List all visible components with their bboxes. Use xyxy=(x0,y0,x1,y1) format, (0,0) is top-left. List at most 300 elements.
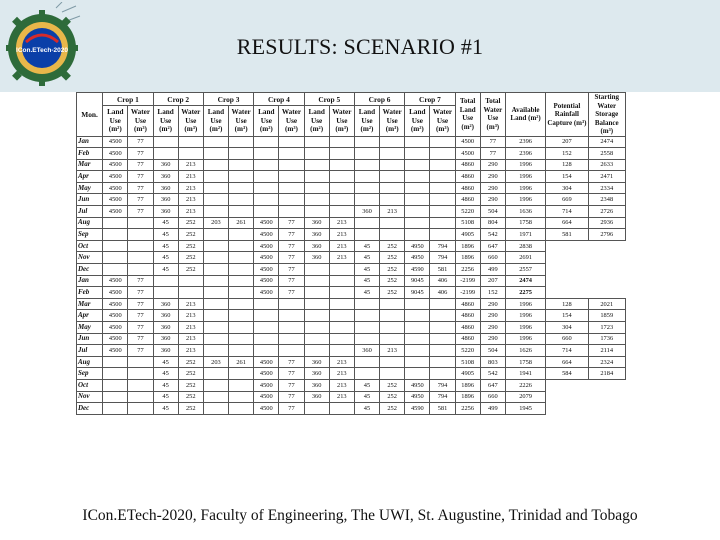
table-cell: 252 xyxy=(178,240,203,252)
available-land-header: Available Land (m²) xyxy=(505,93,545,137)
table-cell: 581 xyxy=(430,403,455,415)
table-cell xyxy=(354,310,379,322)
table-cell: 4950 xyxy=(405,379,430,391)
table-cell: 252 xyxy=(178,391,203,403)
table-cell: 45 xyxy=(153,252,178,264)
table-cell xyxy=(405,217,430,229)
table-cell xyxy=(229,287,254,299)
table-cell: 2184 xyxy=(588,368,625,380)
table-cell xyxy=(103,240,128,252)
table-cell xyxy=(380,182,405,194)
table-cell: 660 xyxy=(480,252,505,264)
table-cell xyxy=(405,322,430,334)
table-cell xyxy=(430,182,455,194)
table-cell: 2838 xyxy=(505,240,545,252)
table-cell xyxy=(304,333,329,345)
table-cell xyxy=(203,148,228,160)
table-cell xyxy=(430,298,455,310)
table-cell xyxy=(405,310,430,322)
table-cell xyxy=(203,206,228,218)
table-cell xyxy=(405,194,430,206)
table-row xyxy=(77,287,626,299)
table-cell: 45 xyxy=(354,240,379,252)
table-cell xyxy=(229,136,254,148)
table-cell xyxy=(203,275,228,287)
table-cell xyxy=(329,345,354,357)
table-cell: 252 xyxy=(178,368,203,380)
table-cell: 4500 xyxy=(103,148,128,160)
table-cell xyxy=(128,368,153,380)
table-cell xyxy=(304,171,329,183)
table-cell: 45 xyxy=(153,264,178,276)
table-cell: 1859 xyxy=(588,310,625,322)
table-cell xyxy=(128,391,153,403)
table-row xyxy=(77,345,626,357)
table-cell: 45 xyxy=(153,379,178,391)
table-cell: 794 xyxy=(430,391,455,403)
table-cell xyxy=(103,252,128,264)
table-cell: 2633 xyxy=(588,159,625,171)
table-cell xyxy=(329,275,354,287)
table-cell: 4500 xyxy=(254,356,279,368)
table-cell: 128 xyxy=(546,159,588,171)
table-cell: 45 xyxy=(354,287,379,299)
month-cell: Sep xyxy=(77,229,103,241)
table-cell: 252 xyxy=(178,379,203,391)
table-cell: 4950 xyxy=(405,391,430,403)
table-cell: 794 xyxy=(430,240,455,252)
table-cell: 1896 xyxy=(455,379,480,391)
table-cell: 2691 xyxy=(505,252,545,264)
table-cell xyxy=(354,159,379,171)
table-cell: 77 xyxy=(279,217,304,229)
table-cell: 4860 xyxy=(455,333,480,345)
table-cell: 213 xyxy=(329,217,354,229)
table-cell xyxy=(380,298,405,310)
table-cell xyxy=(279,159,304,171)
table-cell xyxy=(405,171,430,183)
table-cell: 252 xyxy=(380,391,405,403)
table-row xyxy=(77,264,626,276)
table-cell xyxy=(103,379,128,391)
table-cell xyxy=(354,136,379,148)
table-cell: 290 xyxy=(480,333,505,345)
crop-header: Crop 3 xyxy=(203,93,253,106)
table-cell: 77 xyxy=(128,298,153,310)
table-row xyxy=(77,217,626,229)
table-cell xyxy=(430,171,455,183)
table-cell: 45 xyxy=(153,403,178,415)
table-cell: 1996 xyxy=(505,333,545,345)
table-cell: 360 xyxy=(153,345,178,357)
table-cell: 360 xyxy=(153,322,178,334)
table-row xyxy=(77,194,626,206)
table-cell: 4500 xyxy=(103,298,128,310)
table-cell: 207 xyxy=(546,136,588,148)
table-cell xyxy=(229,275,254,287)
table-row xyxy=(77,136,626,148)
table-cell: 77 xyxy=(128,333,153,345)
month-cell: Feb xyxy=(77,148,103,160)
table-cell xyxy=(203,194,228,206)
table-cell xyxy=(329,333,354,345)
table-cell: 360 xyxy=(153,194,178,206)
water-use-header: Water Use (m³) xyxy=(329,106,354,137)
table-cell xyxy=(405,159,430,171)
table-cell: 499 xyxy=(480,264,505,276)
table-cell: 5108 xyxy=(455,217,480,229)
table-cell: 4500 xyxy=(254,403,279,415)
table-cell: 4950 xyxy=(405,240,430,252)
table-cell: 360 xyxy=(153,182,178,194)
water-storage-header: Starting Water Storage Balance (m³) xyxy=(588,93,625,137)
footer-caption: ICon.ETech-2020, Faculty of Engineering, The UWI, St. Augustine, Trinidad and Tobago xyxy=(82,507,638,524)
table-cell: 1996 xyxy=(505,171,545,183)
month-cell: Mar xyxy=(77,298,103,310)
table-cell: 406 xyxy=(430,287,455,299)
table-cell: 2936 xyxy=(588,217,625,229)
table-cell: 213 xyxy=(329,356,354,368)
table-cell: 5220 xyxy=(455,345,480,357)
month-cell: Dec xyxy=(77,403,103,415)
table-cell xyxy=(254,182,279,194)
table-cell xyxy=(405,298,430,310)
table-cell xyxy=(430,148,455,160)
table-cell: 4860 xyxy=(455,159,480,171)
month-cell: Jul xyxy=(77,345,103,357)
table-cell: 4500 xyxy=(254,240,279,252)
month-cell: Oct xyxy=(77,240,103,252)
table-cell xyxy=(405,182,430,194)
table-cell: 77 xyxy=(279,356,304,368)
table-cell xyxy=(229,159,254,171)
water-use-header: Water Use (m³) xyxy=(430,106,455,137)
table-cell xyxy=(229,206,254,218)
table-cell: 1971 xyxy=(505,229,545,241)
table-cell xyxy=(405,136,430,148)
crop-header: Crop 2 xyxy=(153,93,203,106)
table-row xyxy=(77,148,626,160)
table-cell xyxy=(329,403,354,415)
table-cell: 360 xyxy=(304,368,329,380)
table-cell xyxy=(380,217,405,229)
table-cell: 4500 xyxy=(254,217,279,229)
table-cell xyxy=(203,159,228,171)
table-cell xyxy=(229,333,254,345)
table-cell: 4860 xyxy=(455,171,480,183)
table-cell xyxy=(304,345,329,357)
table-cell xyxy=(405,356,430,368)
total-water-header: Total Water Use (m³) xyxy=(480,93,505,137)
table-cell: 664 xyxy=(546,217,588,229)
table-cell: 1896 xyxy=(455,391,480,403)
table-cell xyxy=(329,136,354,148)
table-row xyxy=(77,252,626,264)
table-cell: 290 xyxy=(480,194,505,206)
table-cell xyxy=(203,379,228,391)
table-cell xyxy=(380,229,405,241)
table-cell: 2796 xyxy=(588,229,625,241)
table-cell: 2114 xyxy=(588,345,625,357)
table-cell xyxy=(279,310,304,322)
table-cell xyxy=(103,391,128,403)
table-cell: 4500 xyxy=(455,148,480,160)
table-cell: 504 xyxy=(480,206,505,218)
table-cell xyxy=(430,159,455,171)
table-cell xyxy=(405,333,430,345)
table-cell xyxy=(229,194,254,206)
table-cell xyxy=(430,345,455,357)
table-cell: 584 xyxy=(546,368,588,380)
table-cell xyxy=(254,194,279,206)
table-cell xyxy=(304,182,329,194)
table-cell: 128 xyxy=(546,298,588,310)
table-cell: 1626 xyxy=(505,345,545,357)
table-cell: 77 xyxy=(279,287,304,299)
table-cell xyxy=(279,182,304,194)
month-cell: Aug xyxy=(77,217,103,229)
table-cell xyxy=(329,206,354,218)
table-cell xyxy=(279,345,304,357)
table-cell xyxy=(329,322,354,334)
table-row xyxy=(77,229,626,241)
table-cell xyxy=(430,229,455,241)
table-cell: 4500 xyxy=(254,368,279,380)
table-cell: 77 xyxy=(128,159,153,171)
table-cell: 2079 xyxy=(505,391,545,403)
table-cell: 290 xyxy=(480,322,505,334)
table-cell xyxy=(304,264,329,276)
table-cell: 360 xyxy=(153,310,178,322)
table-cell xyxy=(430,333,455,345)
table-cell: 360 xyxy=(304,252,329,264)
table-cell: 252 xyxy=(380,379,405,391)
rainfall-capture-header: Potential Rainfall Capture (m³) xyxy=(546,93,588,137)
table-cell: 203 xyxy=(203,356,228,368)
table-cell xyxy=(279,136,304,148)
table-cell xyxy=(203,136,228,148)
table-cell xyxy=(103,264,128,276)
table-cell: 4500 xyxy=(254,391,279,403)
table-cell xyxy=(329,194,354,206)
table-cell xyxy=(430,322,455,334)
table-cell xyxy=(203,264,228,276)
table-cell xyxy=(279,322,304,334)
table-cell xyxy=(178,287,203,299)
table-cell: 1723 xyxy=(588,322,625,334)
table-cell: 4860 xyxy=(455,322,480,334)
table-cell xyxy=(128,229,153,241)
table-cell: 714 xyxy=(546,345,588,357)
table-cell xyxy=(405,148,430,160)
table-cell: 2256 xyxy=(455,403,480,415)
table-cell xyxy=(203,345,228,357)
crop-header: Crop 4 xyxy=(254,93,304,106)
table-cell: 4860 xyxy=(455,182,480,194)
table-cell xyxy=(430,206,455,218)
table-cell: 213 xyxy=(329,252,354,264)
table-row xyxy=(77,391,626,403)
table-cell: 542 xyxy=(480,368,505,380)
table-cell: 360 xyxy=(153,298,178,310)
table-cell: 5220 xyxy=(455,206,480,218)
table-cell xyxy=(254,171,279,183)
table-cell: 581 xyxy=(430,264,455,276)
table-cell: 261 xyxy=(229,217,254,229)
table-cell: 4500 xyxy=(103,159,128,171)
table-row xyxy=(77,368,626,380)
table-cell: 360 xyxy=(153,333,178,345)
table-cell: 360 xyxy=(304,391,329,403)
table-cell: 213 xyxy=(178,322,203,334)
table-cell: 77 xyxy=(279,240,304,252)
table-cell xyxy=(430,368,455,380)
table-cell xyxy=(304,206,329,218)
table-cell xyxy=(229,252,254,264)
page-title: RESULTS: SCENARIO #1 xyxy=(236,34,484,59)
table-cell xyxy=(178,148,203,160)
results-table xyxy=(76,92,626,415)
table-cell: 1896 xyxy=(455,240,480,252)
table-cell: 1996 xyxy=(505,182,545,194)
water-use-header: Water Use (m³) xyxy=(178,106,203,137)
table-row xyxy=(77,403,626,415)
table-cell xyxy=(354,368,379,380)
table-cell: 1996 xyxy=(505,159,545,171)
land-use-header: Land Use (m²) xyxy=(203,106,228,137)
table-cell xyxy=(153,275,178,287)
table-cell: 77 xyxy=(128,345,153,357)
table-cell: 4500 xyxy=(254,229,279,241)
table-cell: 213 xyxy=(178,194,203,206)
table-cell: 1996 xyxy=(505,310,545,322)
table-cell xyxy=(380,368,405,380)
water-use-header: Water Use (m³) xyxy=(229,106,254,137)
table-cell: 360 xyxy=(304,379,329,391)
crop-header: Crop 1 xyxy=(103,93,153,106)
table-cell xyxy=(304,322,329,334)
table-cell: 213 xyxy=(178,171,203,183)
table-cell: 213 xyxy=(329,379,354,391)
table-cell xyxy=(229,171,254,183)
table-cell xyxy=(203,403,228,415)
table-cell: 794 xyxy=(430,252,455,264)
table-cell: 4500 xyxy=(103,136,128,148)
table-cell xyxy=(229,379,254,391)
table-cell: 660 xyxy=(546,333,588,345)
table-cell xyxy=(254,322,279,334)
month-cell: Jun xyxy=(77,194,103,206)
land-use-header: Land Use (m²) xyxy=(405,106,430,137)
table-cell xyxy=(254,136,279,148)
table-cell xyxy=(203,171,228,183)
table-cell xyxy=(128,217,153,229)
table-cell xyxy=(254,298,279,310)
table-cell: 5108 xyxy=(455,356,480,368)
table-cell: 669 xyxy=(546,194,588,206)
table-cell xyxy=(354,322,379,334)
table-cell xyxy=(380,148,405,160)
crop-header-row xyxy=(77,93,626,106)
table-cell xyxy=(279,194,304,206)
table-cell: 4500 xyxy=(254,252,279,264)
table-cell xyxy=(178,136,203,148)
land-use-header: Land Use (m²) xyxy=(153,106,178,137)
table-cell: 261 xyxy=(229,356,254,368)
table-cell xyxy=(304,159,329,171)
table-cell xyxy=(354,229,379,241)
table-cell: 1945 xyxy=(505,403,545,415)
table-cell xyxy=(128,403,153,415)
table-cell: 154 xyxy=(546,171,588,183)
month-cell: Jan xyxy=(77,275,103,287)
table-cell: 45 xyxy=(153,229,178,241)
table-cell: 4500 xyxy=(103,206,128,218)
table-cell: 77 xyxy=(128,136,153,148)
table-row xyxy=(77,379,626,391)
table-cell xyxy=(405,229,430,241)
table-cell xyxy=(203,310,228,322)
table-cell xyxy=(405,368,430,380)
table-cell xyxy=(354,148,379,160)
table-cell: 304 xyxy=(546,182,588,194)
table-cell: 213 xyxy=(329,368,354,380)
table-cell: 542 xyxy=(480,229,505,241)
table-cell xyxy=(203,391,228,403)
results-table-container xyxy=(76,92,626,492)
table-cell xyxy=(354,182,379,194)
table-cell: 213 xyxy=(329,229,354,241)
water-use-header: Water Use (m³) xyxy=(380,106,405,137)
table-cell xyxy=(304,403,329,415)
table-cell xyxy=(254,148,279,160)
table-cell xyxy=(229,403,254,415)
table-cell: 213 xyxy=(178,333,203,345)
table-cell xyxy=(354,333,379,345)
table-cell: 77 xyxy=(128,287,153,299)
table-cell xyxy=(128,252,153,264)
table-cell: 2021 xyxy=(588,298,625,310)
table-cell: 4500 xyxy=(103,182,128,194)
header-band xyxy=(0,0,720,92)
table-cell xyxy=(254,159,279,171)
table-cell xyxy=(279,333,304,345)
table-cell: 360 xyxy=(153,171,178,183)
table-cell: 77 xyxy=(279,275,304,287)
table-cell xyxy=(380,136,405,148)
table-cell xyxy=(304,194,329,206)
table-cell: 45 xyxy=(354,403,379,415)
table-cell: 4590 xyxy=(405,403,430,415)
table-cell xyxy=(354,298,379,310)
table-cell xyxy=(203,333,228,345)
water-use-header: Water Use (m³) xyxy=(279,106,304,137)
table-cell: 2396 xyxy=(505,136,545,148)
table-cell: 77 xyxy=(480,148,505,160)
table-cell xyxy=(178,275,203,287)
table-cell xyxy=(203,240,228,252)
table-cell: 360 xyxy=(153,206,178,218)
table-cell: 360 xyxy=(354,345,379,357)
table-cell xyxy=(128,264,153,276)
table-cell: 213 xyxy=(178,159,203,171)
table-cell xyxy=(203,252,228,264)
table-cell: 2324 xyxy=(588,356,625,368)
table-cell xyxy=(229,240,254,252)
table-cell: 203 xyxy=(203,217,228,229)
table-row xyxy=(77,240,626,252)
month-cell: Dec xyxy=(77,264,103,276)
